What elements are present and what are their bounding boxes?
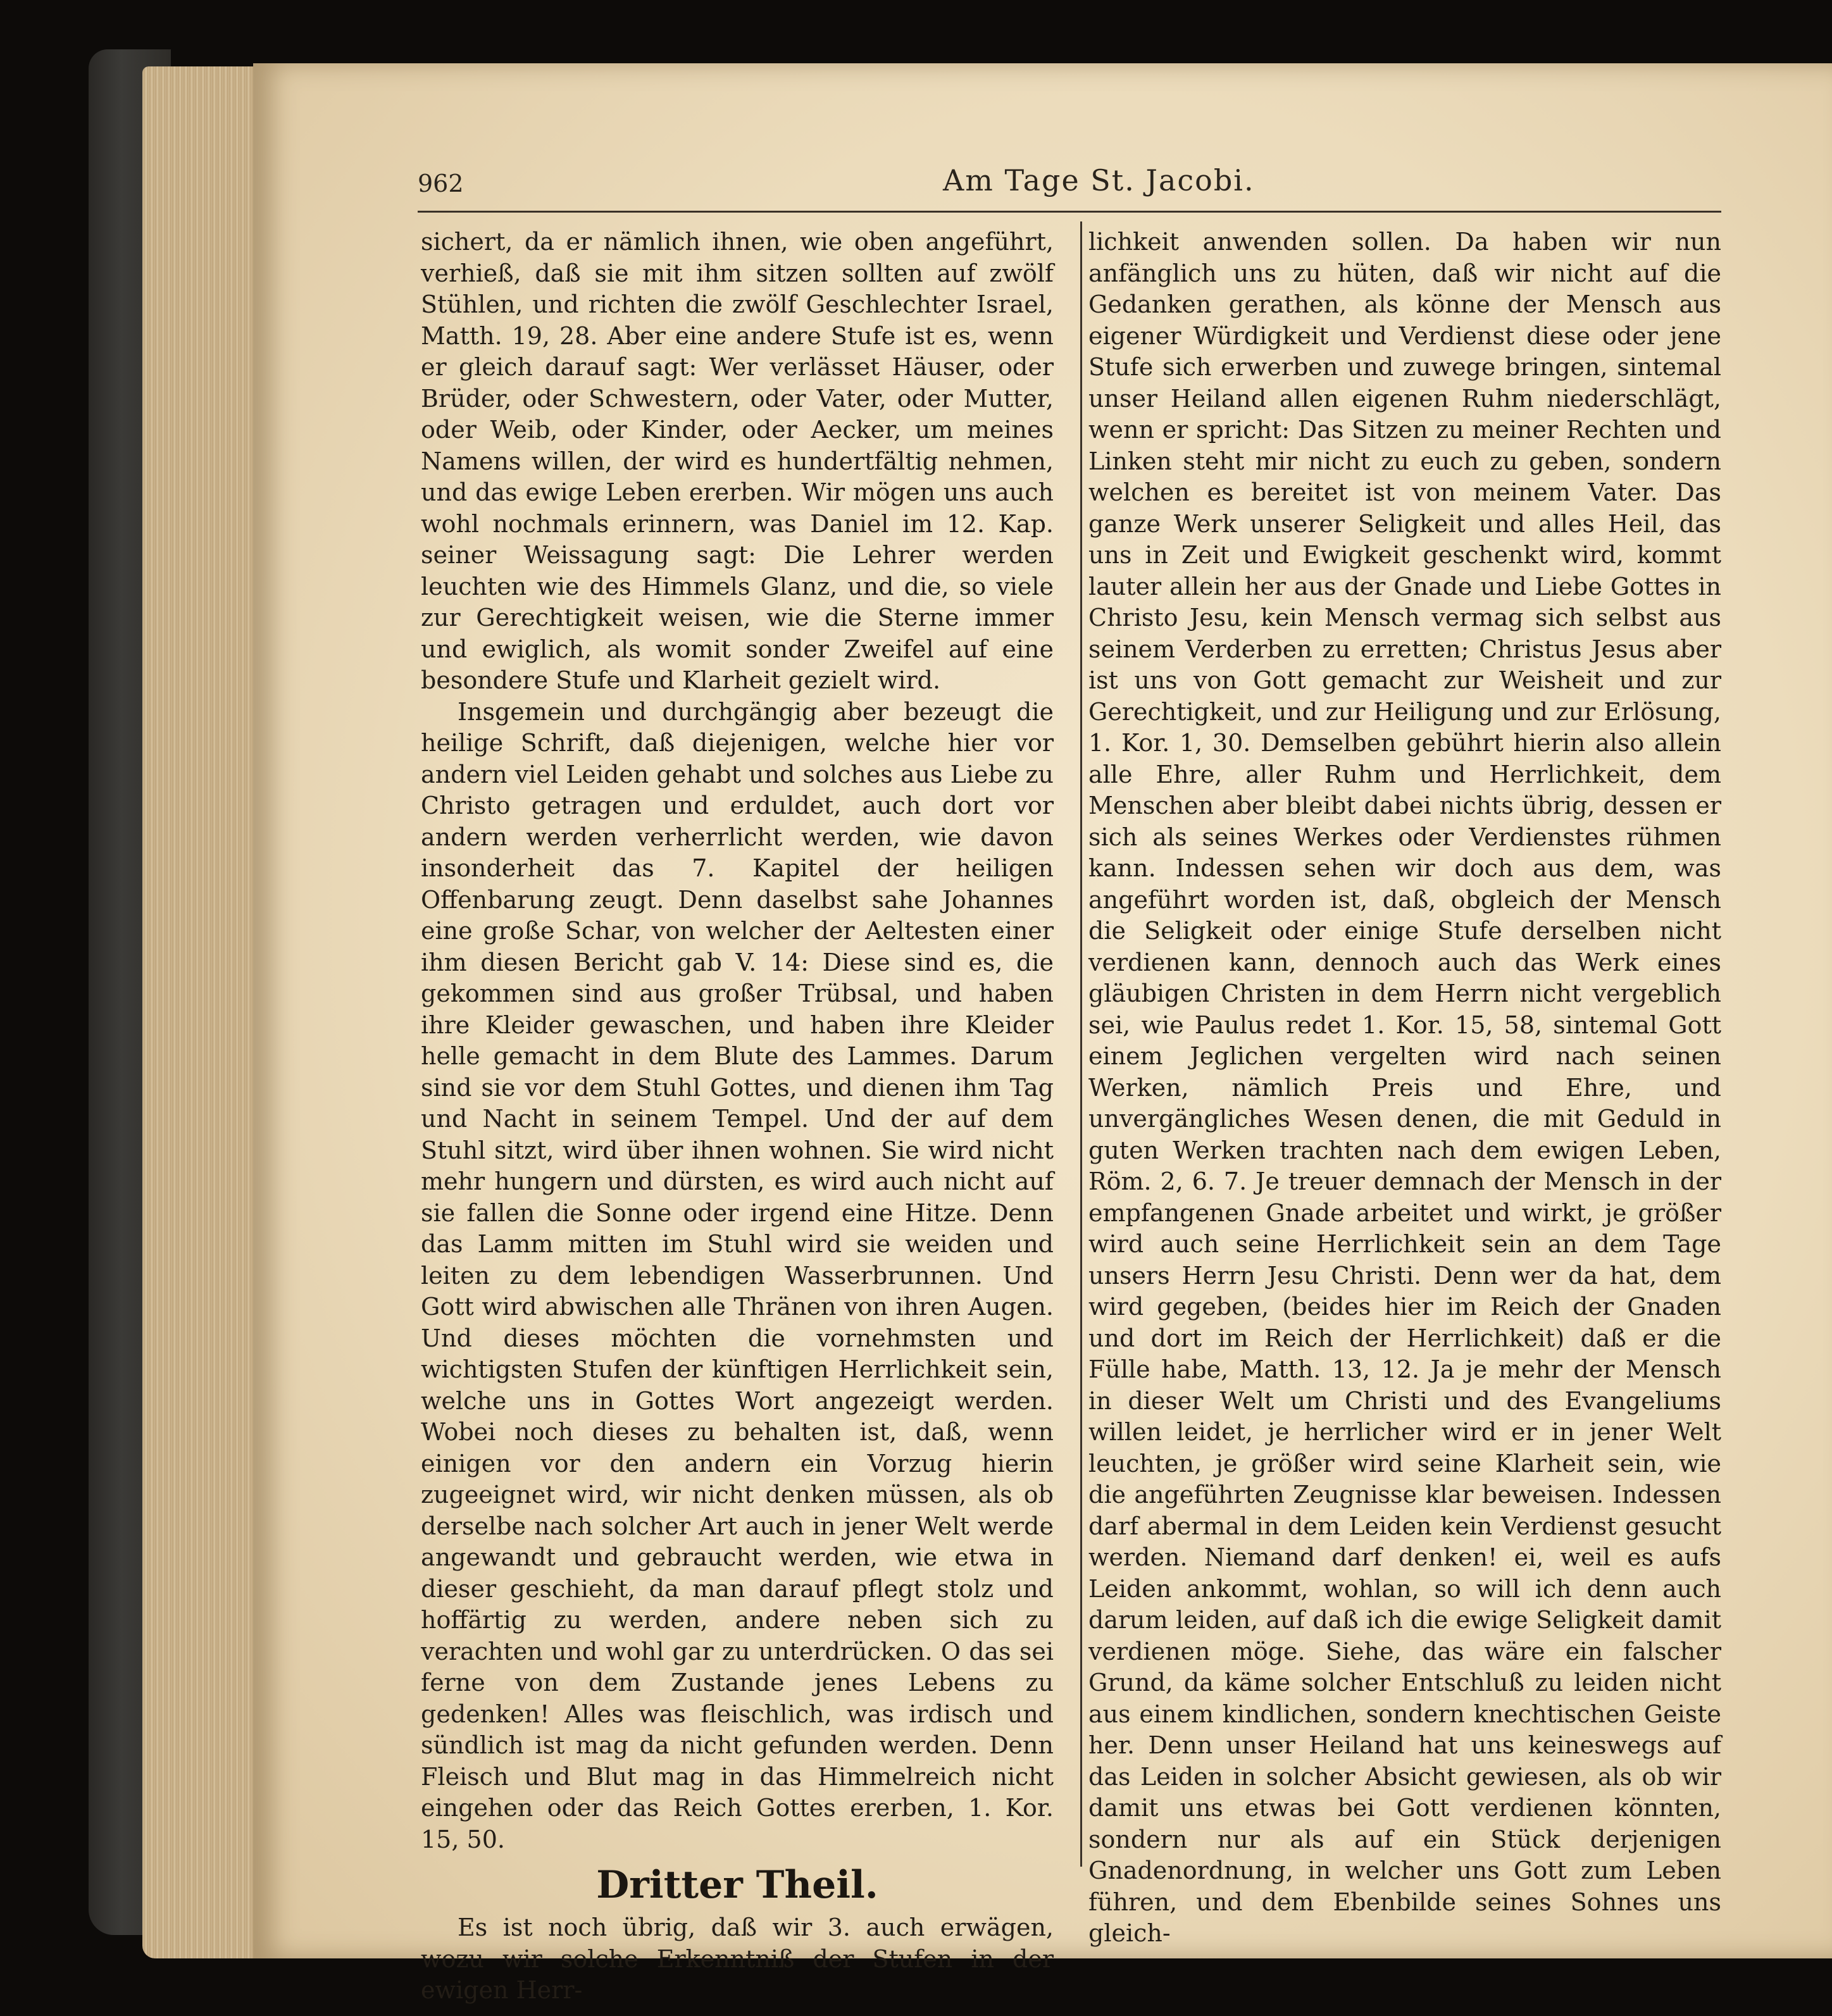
right-paragraph-1: lichkeit anwenden sollen. Da haben wir nun anfänglich uns zu hüten, daß wir nicht auf die Gedanken gerathen, als könne der Mensch aus eigener Würdigkeit und Verdienst diese oder jene Stufe sich erwerben und zuwege bringen, sintemal unser Heiland allen eigenen Ruhm niederschlägt, wenn er spricht: Das Sitzen zu meiner Rechten und Linken steht mir nicht zu euch zu geben, sondern welchen es bereitet ist von meinem Vater. Das ganze Werk unserer Seligkeit und alles Heil, das uns in Zeit und Ewigkeit geschenkt wird, kommt lauter allein her aus der Gnade und Liebe Gottes in Christo Jesu, kein Mensch vermag sich selbst aus seinem Verderben zu erretten; Christus Jesus aber ist uns von Gott gemacht zur Weisheit und zur Gerechtigkeit, und zur Heiligung und zur Erlösung, 1. Kor. 1, 30. Demselben gebührt hierin also allein alle Ehre, aller Ruhm und Herrlichkeit, dem Menschen aber bleibt dabei nichts übrig, dessen er sich als seines Werkes oder Verdienstes rühmen kann. Indessen sehen wir doch aus dem, was angeführt worden ist, daß, obgleich der Mensch die Seligkeit oder einige Stufe derselben nicht verdienen kann, dennoch auch das Werk eines gläubigen Christen in dem Herrn nicht vergeblich sei, wie Paulus redet 1. Kor. 15, 58, sintemal Gott einem Jeglichen vergelten wird nach seinen Werken, nämlich Preis und Ehre, und unvergängliches Wesen denen, die mit Geduld in guten Werken trachten nach dem ewigen Leben, Röm. 2, 6. 7. Je treuer demnach der Mensch in der empfangenen Gnade arbeitet und wirkt, je größer wird auch seine Herrlichkeit sein an dem Tage unsers Herrn Jesu Christi. Denn wer da hat, dem wird gegeben, (beides hier im Reich der Gnaden und dort im Reich der Herrlichkeit) daß er die Fülle habe, Matth. 13, 12. Ja je mehr der Mensch in dieser Welt um Christi und des Evangeliums willen leidet, je herrlicher wird er in jener Welt leuchten, je größer wird seine Klarheit sein, wie die angeführten Zeugnisse klar beweisen. Indessen darf abermal in dem Leiden kein Verdienst gesucht werden. Niemand darf denken! ei, weil es aufs Leiden ankommt, wohlan, so will ich denn auch darum leiden, auf daß ich die ewige Seligkeit damit verdienen möge. Siehe, das wäre ein falscher Grund, da käme solcher Entschluß zu leiden nicht aus einem kindlichen, sondern knechtischen Geiste her. Denn unser Heiland hat uns keineswegs auf das Leiden in solcher Absicht gewiesen, als ob wir damit uns etwas bei Gott verdienen könnten, sondern nur als auf ein Stück derjenigen Gnadenordnung, in welcher uns Gott zum Leben führen, und dem Ebenbilde seines Sohnes uns gleich- [1088, 228, 1721, 1947]
running-title: Am Tage St. Jacobi. [943, 163, 1255, 197]
left-paragraph-1: sichert, da er nämlich ihnen, wie oben angeführt, verhieß, daß sie mit ihm sitzen sollten auf zwölf Stühlen, und richten die zwölf Geschlechter Israel, Matth. 19, 28. Aber eine andere Stufe ist es, wenn er gleich darauf sagt: Wer verlässet Häuser, oder Brüder, oder Schwestern, oder Vater, oder Mutter, oder Weib, oder Kinder, oder Aecker, um meines Namens willen, der wird es hundertfältig nehmen, und das ewige Leben ererben. Wir mögen uns auch wohl nochmals erinnern, was Daniel im 12. Kap. seiner Weissagung sagt: Die Lehrer werden leuchten wie des Himmels Glanz, und die, so viele zur Gerechtigkeit weisen, wie die Sterne immer und ewiglich, als womit sonder Zweifel auf eine besondere Stufe und Klarheit gezielt wird. [421, 228, 1054, 694]
left-paragraph-2: Insgemein und durchgängig aber bezeugt die heilige Schrift, daß diejenigen, welche hier vor andern viel Leiden gehabt und solches aus Liebe zu Christo getragen und erduldet, auch dort vor andern werden verherrlicht werden, wie davon insonderheit das 7. Kapitel der heiligen Offenbarung zeugt. Denn daselbst sahe Johannes eine große Schar, von welcher der Aeltesten einer ihm diesen Bericht gab V. 14: Diese sind es, die gekommen sind aus großer Trübsal, und haben ihre Kleider gewaschen, und haben ihre Kleider helle gemacht in dem Blute des Lammes. Darum sind sie vor dem Stuhl Gottes, und dienen ihm Tag und Nacht in seinem Tempel. Und der auf dem Stuhl sitzt, wird über ihnen wohnen. Sie wird nicht mehr hungern und dürsten, es wird auch nicht auf sie fallen die Sonne oder irgend eine Hitze. Denn das Lamm mitten im Stuhl wird sie weiden und leiten zu dem lebendigen Wasserbrunnen. Und Gott wird abwischen alle Thränen von ihren Augen. Und dieses möchten die vornehmsten und wichtigsten Stufen der künftigen Herrlichkeit sein, welche uns in Gottes Wort angezeigt werden. Wobei noch dieses zu behalten ist, daß, wenn einigen vor den andern ein Vorzug hierin zugeeignet wird, wir nicht denken müssen, als ob derselbe nach solcher Art auch in jener Welt werde angewandt und gebraucht werden, wie etwa in dieser geschieht, da man darauf pflegt stolz und hoffärtig zu werden, andere neben sich zu verachten und wohl gar zu unterdrücken. O das sei ferne von dem Zustande jenes Lebens zu gedenken! Alles was fleischlich, was irdisch und sündlich ist mag da nicht gefunden werden. Denn Fleisch und Blut mag in das Himmelreich nicht eingehen oder das Reich Gottes ererben, 1. Kor. 15, 50. [421, 697, 1054, 1853]
page-header [418, 163, 1721, 208]
left-paragraph-3: Es ist noch übrig, daß wir 3. auch erwägen, wozu wir solche Erkenntniß der Stufen in der ewigen Herr- [421, 1913, 1054, 2004]
left-column [421, 227, 1054, 2007]
page-stack-edge [142, 66, 263, 1958]
section-heading: Dritter Theil. [596, 1863, 878, 1907]
header-rule [418, 211, 1721, 213]
column-divider [1080, 221, 1082, 1867]
page-number: 962 [418, 170, 464, 197]
right-column [1088, 227, 1721, 1950]
